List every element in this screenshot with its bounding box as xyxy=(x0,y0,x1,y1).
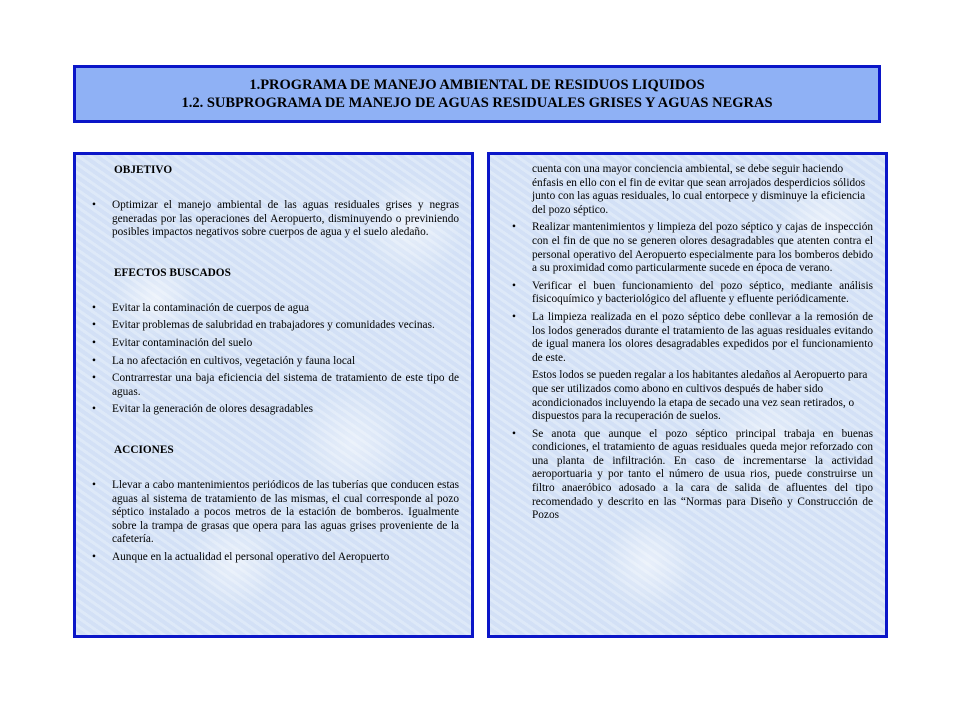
bullet-icon: • xyxy=(92,301,96,314)
bullet-icon: • xyxy=(92,199,96,211)
right-content-panel xyxy=(487,152,888,638)
lodos-paragraph: Estos lodos se pueden regalar a los habitantes aledaños al Aeropuerto para que ser utilizados como abono en cultivos después de haber sido acondicionados incluyendo la etapa de secado una vez sean retirados, o dispuestos para la recuperación de suelos. xyxy=(532,369,868,423)
list-item: • Aunque en la actualidad el personal operativo del Aeropuerto xyxy=(92,550,390,563)
bullet-icon: • xyxy=(92,372,96,385)
bullet-icon: • xyxy=(92,550,96,563)
program-title: 1.PROGRAMA DE MANEJO AMBIENTAL DE RESIDUOS LIQUIDOS xyxy=(249,77,705,93)
efectos-list xyxy=(92,302,459,417)
bullet-icon: • xyxy=(92,354,96,367)
bullet-icon: • xyxy=(512,221,516,234)
bullet-icon: • xyxy=(92,403,96,416)
list-item: • Evitar contaminación del suelo xyxy=(92,336,253,349)
objetivo-heading: OBJETIVO xyxy=(114,164,173,176)
list-item: • Realizar mantenimientos y limpieza del pozo séptico y cajas de inspección con el fin de que no se generen olores desagradables que atenten contra el personal operativo del Aeropuerto especialmente para los bomberos debido a su proximidad como particularmente sucede en época de verano. xyxy=(512,221,873,275)
acciones-list-final xyxy=(512,428,873,523)
continuation-text: cuenta con una mayor conciencia ambiental, se debe seguir haciendo énfasis en ello con el fin de evitar que sean arrojados desperdicios sólidos junto con las aguas residuales, lo cual entorpece y disminuye la eficiencia del pozo séptico. xyxy=(532,163,866,216)
list-item: • Evitar la contaminación de cuerpos de agua xyxy=(92,301,309,314)
list-item: • Llevar a cabo mantenimientos periódicos de las tuberías que conducen estas aguas al sistema de tratamiento de las mismas, el cual corresponde al pozo séptico instalado a pocos metros de la estación de bomberos. Igualmente sobre la trampa de grasas que opera para las aguas grises proveniente de la cafetería. xyxy=(92,478,459,546)
list-item: • Optimizar el manejo ambiental de las aguas residuales grises y negras generadas por las operaciones del Aeropuerto, disminuyendo o previniendo posibles impactos negativos sobre cuerpos de agua y el suelo aledaño. xyxy=(92,199,459,239)
list-item: • Se anota que aunque el pozo séptico principal trabaja en buenas condiciones, el tratamiento de aguas residuales queda mejor reforzado con una planta de infiltración. En caso de incrementarse la actividad aeroportuaria y por tanto el número de usua rios, puede construirse un filtro anaeróbico adosado a la cara de salida de afluentes del tipo recomendado y descrito en las “Normas para Diseño y Construcción de Pozos xyxy=(512,427,873,522)
list-item: • La limpieza realizada en el pozo séptico debe conllevar a la remosión de los lodos generados durante el tratamiento de las aguas residuales evitando de igual manera los olores desagradables expedidos por el funcionamiento de este. xyxy=(512,310,873,364)
list-item: • Evitar problemas de salubridad en trabajadores y comunidades vecinas. xyxy=(92,319,435,332)
bullet-icon: • xyxy=(512,310,516,323)
bullet-icon: • xyxy=(512,427,516,440)
bullet-icon: • xyxy=(92,336,96,349)
efectos-heading: EFECTOS BUSCADOS xyxy=(114,266,231,279)
acciones-list-continued xyxy=(512,221,873,365)
title-banner xyxy=(73,65,881,123)
bullet-icon: • xyxy=(92,478,96,491)
list-item: • Verificar el buen funcionamiento del pozo séptico, mediante análisis fisicoquímico y bacteriológico del afluente y efluente periódicamente. xyxy=(512,279,873,306)
left-content-panel xyxy=(73,152,474,638)
acciones-heading: ACCIONES xyxy=(114,443,174,456)
list-item: • La no afectación en cultivos, vegetación y fauna local xyxy=(92,354,356,367)
left-panel-text xyxy=(76,163,471,635)
right-panel-text xyxy=(490,163,885,635)
objetivo-list xyxy=(92,199,459,240)
list-item: • Evitar la generación de olores desagradables xyxy=(92,403,314,416)
acciones-list xyxy=(92,479,459,565)
list-item: • Contrarrestar una baja eficiencia del sistema de tratamiento de este tipo de aguas. xyxy=(92,372,459,398)
bullet-icon: • xyxy=(512,279,516,292)
bullet-icon: • xyxy=(92,319,96,332)
subprogram-title: 1.2. SUBPROGRAMA DE MANEJO DE AGUAS RESIDUALES GRISES Y AGUAS NEGRAS xyxy=(181,95,773,111)
